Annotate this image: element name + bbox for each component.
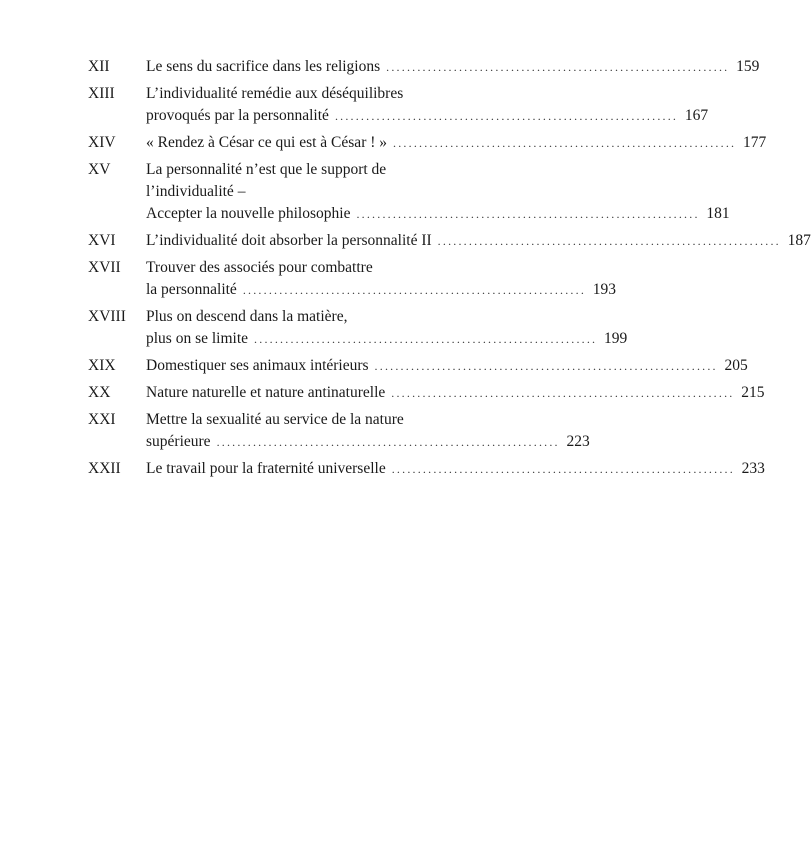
table-of-contents	[88, 56, 811, 485]
chapter-number: XXI	[88, 411, 116, 428]
chapter-title	[146, 132, 766, 154]
page-number: 199	[604, 330, 628, 347]
dot-leader: ..................................................................	[242, 283, 587, 297]
page-number: 181	[706, 205, 730, 222]
page-number: 193	[592, 281, 617, 298]
dot-leader: ..................................................................	[391, 386, 735, 400]
toc-entry	[88, 409, 590, 453]
chapter-title-line: Trouver des associés pour combattre	[146, 259, 373, 276]
chapter-title-line: Le travail pour la fraternité universelle	[146, 460, 386, 477]
chapter-title-line: Accepter la nouvelle philosophie	[146, 205, 351, 222]
page-number: 223	[566, 433, 590, 450]
toc-entry	[88, 306, 628, 350]
chapter-number: XVI	[88, 232, 116, 249]
chapter-title	[146, 83, 708, 127]
page-number: 187	[787, 232, 811, 249]
dot-leader: ..................................................................	[391, 462, 735, 476]
chapter-title-line: plus on se limite	[146, 330, 249, 347]
chapter-title-line: l’individualité –	[146, 183, 246, 200]
chapter-title	[146, 159, 730, 225]
toc-entry	[88, 382, 765, 404]
chapter-title	[146, 56, 759, 78]
dot-leader: ..................................................................	[356, 207, 700, 221]
dot-leader: ..................................................................	[437, 234, 781, 248]
page-number: 233	[741, 460, 765, 477]
toc-entry	[88, 257, 617, 301]
chapter-title	[146, 382, 764, 404]
chapter-title-line: provoqués par la personnalité	[146, 107, 329, 124]
chapter-title	[146, 306, 627, 350]
dot-leader: ..................................................................	[374, 359, 718, 373]
dot-leader: ..................................................................	[386, 60, 730, 74]
dot-leader: ..................................................................	[334, 109, 679, 123]
page-number: 215	[741, 384, 765, 401]
chapter-title-line: « Rendez à César ce qui est à César ! »	[146, 134, 388, 151]
chapter-number: XV	[88, 161, 111, 178]
toc-entry	[88, 458, 765, 480]
chapter-number: XII	[88, 58, 110, 75]
chapter-title-line: Le sens du sacrifice dans les religions	[146, 58, 381, 75]
page-number: 167	[684, 107, 709, 124]
chapter-number: XIV	[88, 134, 116, 151]
chapter-title-line: La personnalité n’est que le support de	[146, 161, 387, 178]
toc-entry	[88, 132, 767, 154]
page-number: 177	[742, 134, 767, 151]
chapter-title-line: Domestiquer ses animaux intérieurs	[146, 357, 369, 374]
chapter-title	[146, 230, 811, 252]
chapter-number: XXII	[88, 460, 121, 477]
chapter-title-line: supérieure	[146, 433, 211, 450]
page-number: 159	[736, 58, 760, 75]
toc-entry	[88, 83, 709, 127]
chapter-title	[146, 409, 590, 453]
chapter-title-line: L’individualité doit absorber la personnalité II	[146, 232, 432, 249]
page-number: 205	[724, 357, 748, 374]
chapter-number: XVII	[88, 259, 121, 276]
toc-entry	[88, 159, 730, 225]
dot-leader: ..................................................................	[254, 332, 598, 346]
chapter-title	[146, 257, 616, 301]
toc-entry	[88, 355, 748, 377]
dot-leader: ..................................................................	[216, 435, 560, 449]
chapter-title-line: L’individualité remédie aux déséquilibres	[146, 85, 404, 102]
chapter-title-line: la personnalité	[146, 281, 237, 298]
chapter-title-line: Plus on descend dans la matière,	[146, 308, 348, 325]
chapter-title	[146, 355, 748, 377]
chapter-number: XIII	[88, 85, 115, 102]
toc-entry	[88, 56, 760, 78]
chapter-number: XX	[88, 384, 111, 401]
toc-entry	[88, 230, 811, 252]
chapter-title-line: Nature naturelle et nature antinaturelle	[146, 384, 386, 401]
chapter-title-line: Mettre la sexualité au service de la nature	[146, 411, 404, 428]
chapter-number: XVIII	[88, 308, 126, 325]
chapter-title	[146, 458, 765, 480]
chapter-number: XIX	[88, 357, 116, 374]
dot-leader: ..................................................................	[393, 136, 737, 150]
